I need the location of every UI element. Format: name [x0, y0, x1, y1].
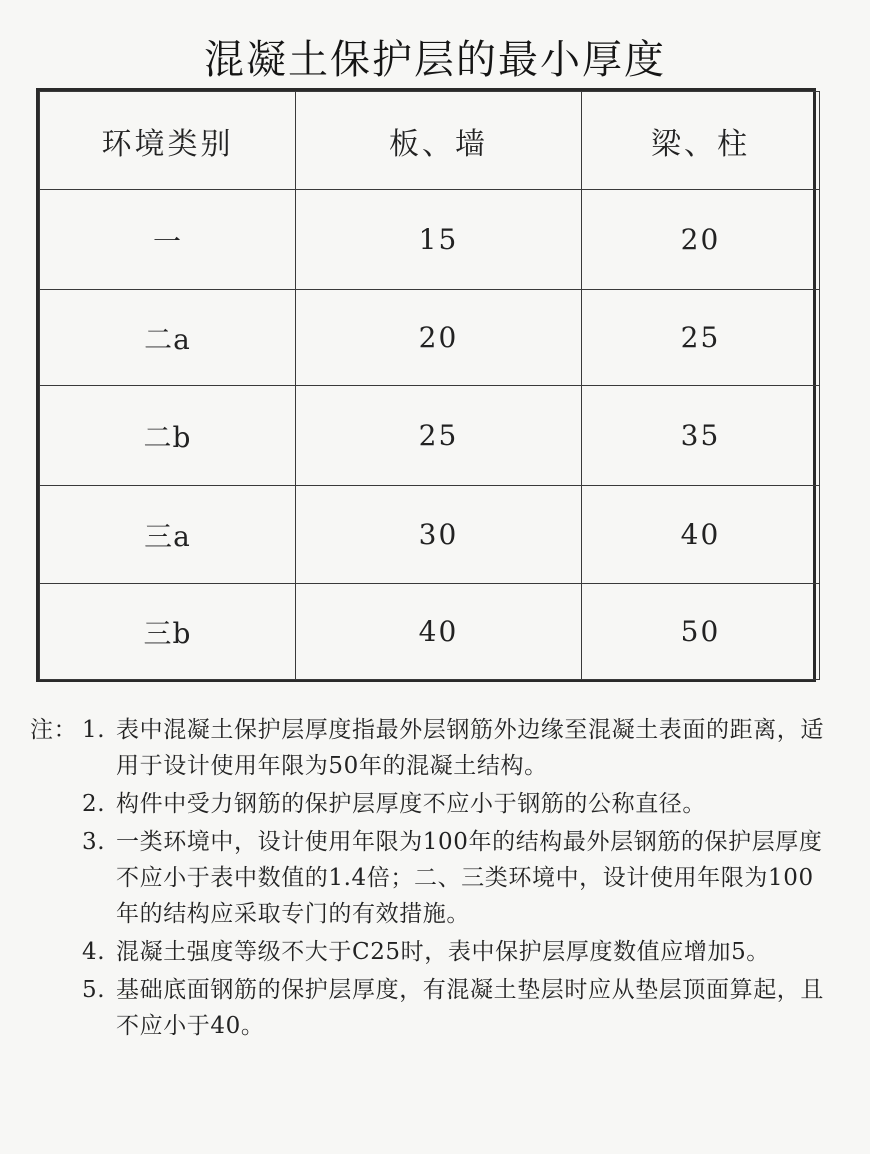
note-number: 5. [82, 977, 106, 1003]
header-slab-wall: 板、墙 [296, 92, 582, 190]
table-row [40, 190, 820, 290]
note-text: 表中混凝土保护层厚度指最外层钢筋外边缘至混凝土表面的距离，适用于设计使用年限为50年的混凝土结构。 [116, 717, 824, 779]
notes-prefix: 注： [30, 717, 78, 743]
note-text: 基础底面钢筋的保护层厚度，有混凝土垫层时应从垫层顶面算起，且不应小于40。 [116, 977, 824, 1039]
cell-slab-wall: 30 [296, 486, 582, 584]
notes-section [30, 712, 830, 1046]
note-number: 3. [82, 829, 106, 855]
data-table [39, 91, 820, 680]
note-number: 4. [82, 939, 106, 965]
note-number: 2. [82, 791, 106, 817]
cell-category: 三a [40, 486, 296, 584]
table-header-row [40, 92, 820, 190]
cell-slab-wall: 40 [296, 584, 582, 680]
page-title: 混凝土保护层的最小厚度 [204, 37, 666, 83]
cover-thickness-table [36, 88, 816, 682]
header-environment-category: 环境类别 [40, 92, 296, 190]
cell-category: 二a [40, 290, 296, 386]
cell-beam-column: 50 [582, 584, 820, 680]
note-item [30, 972, 830, 1044]
cell-beam-column: 20 [582, 190, 820, 290]
cell-category: 二b [40, 386, 296, 486]
cell-slab-wall: 15 [296, 190, 582, 290]
note-number: 1. [82, 717, 106, 743]
table-row [40, 386, 820, 486]
table-row [40, 584, 820, 680]
cell-slab-wall: 20 [296, 290, 582, 386]
note-item [30, 712, 830, 784]
cell-slab-wall: 25 [296, 386, 582, 486]
table-row [40, 290, 820, 386]
cell-category: 一 [40, 190, 296, 290]
cell-category: 三b [40, 584, 296, 680]
note-item [30, 786, 830, 822]
table-row [40, 486, 820, 584]
cell-beam-column: 25 [582, 290, 820, 386]
header-beam-column: 梁、柱 [582, 92, 820, 190]
note-item [30, 824, 830, 932]
cell-beam-column: 35 [582, 386, 820, 486]
note-text: 一类环境中，设计使用年限为100年的结构最外层钢筋的保护层厚度不应小于表中数值的1.4倍；二、三类环境中，设计使用年限为100年的结构应采取专门的有效措施。 [116, 829, 823, 927]
note-item [30, 934, 830, 970]
note-text: 混凝土强度等级不大于C25时，表中保护层厚度数值应增加5。 [116, 939, 770, 965]
cell-beam-column: 40 [582, 486, 820, 584]
note-text: 构件中受力钢筋的保护层厚度不应小于钢筋的公称直径。 [116, 791, 706, 817]
